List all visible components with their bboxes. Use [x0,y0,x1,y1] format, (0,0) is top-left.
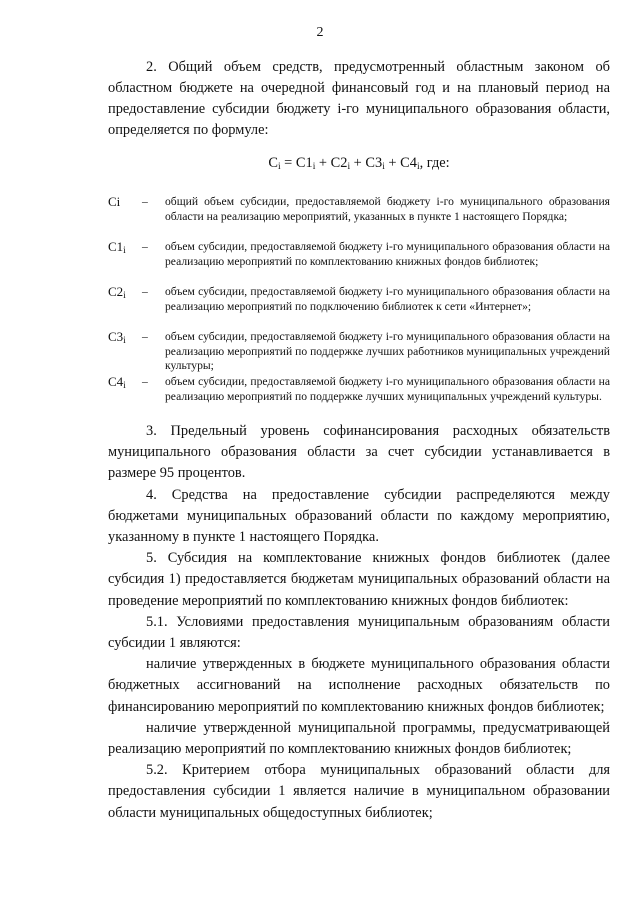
formula-lhs-sub: i [277,162,281,172]
paragraph-4: 4. Средства на предоставление субсидии распределяются между бюджетами муниципальных образований области по каждому мероприятию, указанному в пункте 1 настоящего Порядка. [108,486,610,546]
definition-symbol-sub: i [123,246,126,256]
formula-term-1-sub: i [312,162,316,172]
paragraph-5-1: 5.1. Условиями предоставления муниципальным образованиям области субсидии 1 являются: [108,613,610,652]
definition-symbol [108,240,126,259]
paragraph-5-2: 5.2. Критерием отбора муниципальных образований области для предоставления субсидии 1 является наличие в муниципальном образовании области муниципальных общедоступных библиотек; [108,762,610,821]
definition-dash: – [142,240,148,253]
definition-symbol-sub: i [123,336,126,346]
definition-dash: – [142,285,148,298]
definition-symbol [108,195,120,214]
definition-dash: – [142,330,148,343]
paragraph-5: 5. Субсидия на комплектование книжных фондов библиотек (далее субсидия 1) предоставляется бюджетам муниципальных образований области на проведение мероприятий по комплектованию книжных фондов библиотек: [108,550,610,609]
formula-term-4: + C4 [384,155,417,171]
formula-term-2: + C2 [315,155,348,171]
formula-term-2-sub: i [347,162,351,172]
formula-term-3-sub: i [382,162,385,172]
definition-symbol-text: C3 [108,329,124,344]
definition-dash: – [142,375,148,388]
definition-symbol [108,375,126,394]
definition-symbol-sub: i [123,381,126,391]
definition-symbol-text: C1 [108,239,124,254]
page-number: 2 [316,25,324,40]
formula-term-4-sub: i [416,162,420,172]
definition-symbol-text: C2 [108,284,124,299]
definition-text: объем субсидии, предоставляемой бюджету i-го муниципального образования области на реализацию мероприятий по поддержке лучших муниципальных учреждений культуры. [165,375,610,403]
definition-symbol-sub: i [123,291,126,301]
definition-text: объем субсидии, предоставляемой бюджету i-го муниципального образования области на реализацию мероприятий по поддержке лучших работников муниципальных учреждений культуры; [165,330,610,373]
definition-symbol [108,285,126,304]
definition-text: общий объем субсидии, предоставляемой бюджету i-го муниципального образования области на реализацию мероприятий, указанных в пункте 1 настоящего Порядка; [165,195,610,223]
formula-term-3: + C3 [350,155,383,171]
definition-symbol-text: Ci [108,194,121,209]
formula-tail: , где: [419,155,450,171]
paragraph-2: 2. Общий объем средств, предусмотренный областным законом об областном бюджете на очередной финансовый год и на плановый период на предоставление субсидии бюджету i-го муниципального образования области, определяется по формуле: [108,59,610,138]
formula-lhs: C [268,155,278,171]
main-section [108,421,610,824]
formula [108,153,610,178]
paragraph-3: 3. Предельный уровень софинансирования расходных обязательств муниципального образования области за счет субсидии устанавливается в размере 95 процентов. [108,423,610,482]
definition-text: объем субсидии, предоставляемой бюджету i-го муниципального образования области на реализацию мероприятий по подключению библиотек к сети «Интернет»; [165,285,610,313]
definition-symbol [108,330,126,349]
definition-text: объем субсидии, предоставляемой бюджету i-го муниципального образования области на реализацию мероприятий по комплектованию книжных фондов библиотек; [165,240,610,268]
formula-term-1: = C1 [280,155,313,171]
definition-symbol-text: C4 [108,374,124,389]
definition-dash: – [142,195,148,208]
intro-section [108,57,610,190]
condition-2: наличие утвержденной муниципальной программы, предусматривающей реализацию мероприятий по комплектованию книжных фондов библиотек; [108,719,610,758]
condition-1: наличие утвержденных в бюджете муниципального образования области бюджетных ассигнований на исполнение расходных обязательств по финансированию мероприятий по комплектованию книжных фондов библиотек; [108,656,610,715]
